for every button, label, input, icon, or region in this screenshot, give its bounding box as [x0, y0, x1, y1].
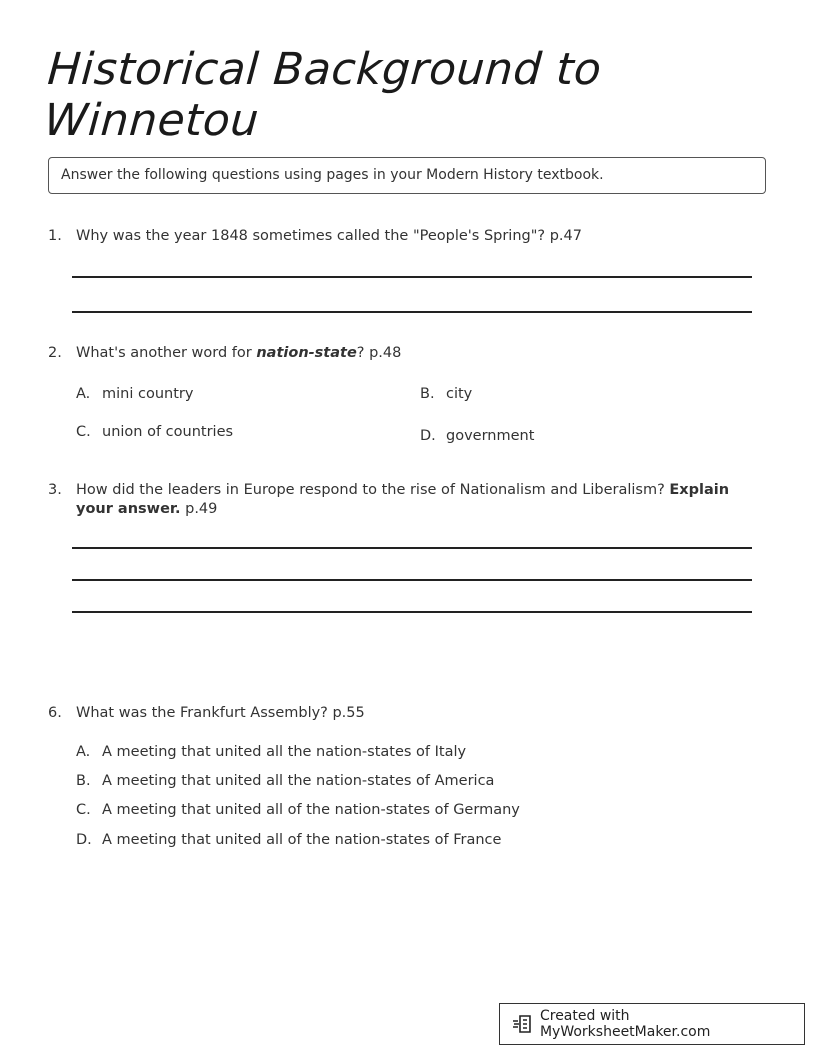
- question-text-part: What's another word for: [76, 345, 257, 361]
- question-text: [76, 481, 748, 519]
- emphasized-instruction: Explain your answer.: [76, 482, 730, 517]
- option-letter: A.: [76, 386, 91, 402]
- question-number: 6.: [48, 705, 62, 721]
- option-text: city: [446, 386, 473, 402]
- question-2: [48, 344, 748, 363]
- question-text-part: How did the leaders in Europe respond to the rise of Nationalism and Liberalism?: [76, 482, 670, 498]
- option-letter: D.: [76, 832, 92, 848]
- answer-line[interactable]: [72, 311, 752, 313]
- question-1: [48, 227, 748, 246]
- question-number: 1.: [48, 228, 62, 244]
- question-text-part: ? p.48: [356, 345, 402, 361]
- option-c[interactable]: [76, 802, 520, 818]
- question-6: [48, 704, 748, 723]
- option-text: A meeting that united all the nation-states of Italy: [102, 744, 467, 760]
- option-letter: C.: [76, 424, 91, 440]
- option-a[interactable]: [76, 386, 193, 402]
- option-text: union of countries: [102, 424, 234, 440]
- option-b[interactable]: [420, 386, 472, 402]
- option-b[interactable]: [76, 773, 494, 789]
- worksheet-title: Historical Background to Winnetou: [42, 44, 604, 146]
- question-number: 3.: [48, 482, 62, 498]
- option-c[interactable]: [76, 424, 233, 440]
- option-letter: B.: [76, 773, 91, 789]
- option-letter: C.: [76, 802, 91, 818]
- footer-credit[interactable]: [499, 1003, 805, 1045]
- answer-line[interactable]: [72, 579, 752, 581]
- question-text: [76, 344, 748, 363]
- question-number: 2.: [48, 345, 62, 361]
- option-text: A meeting that united all of the nation-states of Germany: [102, 802, 520, 818]
- question-3: [48, 481, 748, 519]
- answer-line[interactable]: [72, 547, 752, 549]
- option-text: A meeting that united all the nation-states of America: [102, 773, 495, 789]
- question-text: What was the Frankfurt Assembly? p.55: [76, 705, 365, 721]
- question-text-part: p.49: [180, 501, 218, 517]
- instructions-box: Answer the following questions using pages in your Modern History textbook.: [48, 157, 766, 194]
- emphasized-term: nation-state: [256, 345, 357, 361]
- option-letter: B.: [420, 386, 435, 402]
- answer-line[interactable]: [72, 611, 752, 613]
- option-text: mini country: [102, 386, 194, 402]
- worksheet-maker-logo-icon: [512, 1014, 534, 1034]
- option-d[interactable]: [420, 428, 534, 444]
- option-letter: D.: [420, 428, 436, 444]
- option-a[interactable]: [76, 744, 466, 760]
- answer-line[interactable]: [72, 276, 752, 278]
- option-d[interactable]: [76, 832, 501, 848]
- footer-text: Created with MyWorksheetMaker.com: [539, 1008, 711, 1040]
- option-text: government: [446, 428, 535, 444]
- option-text: A meeting that united all of the nation-states of France: [102, 832, 502, 848]
- option-letter: A.: [76, 744, 91, 760]
- question-text: Why was the year 1848 sometimes called the "People's Spring"? p.47: [76, 228, 582, 244]
